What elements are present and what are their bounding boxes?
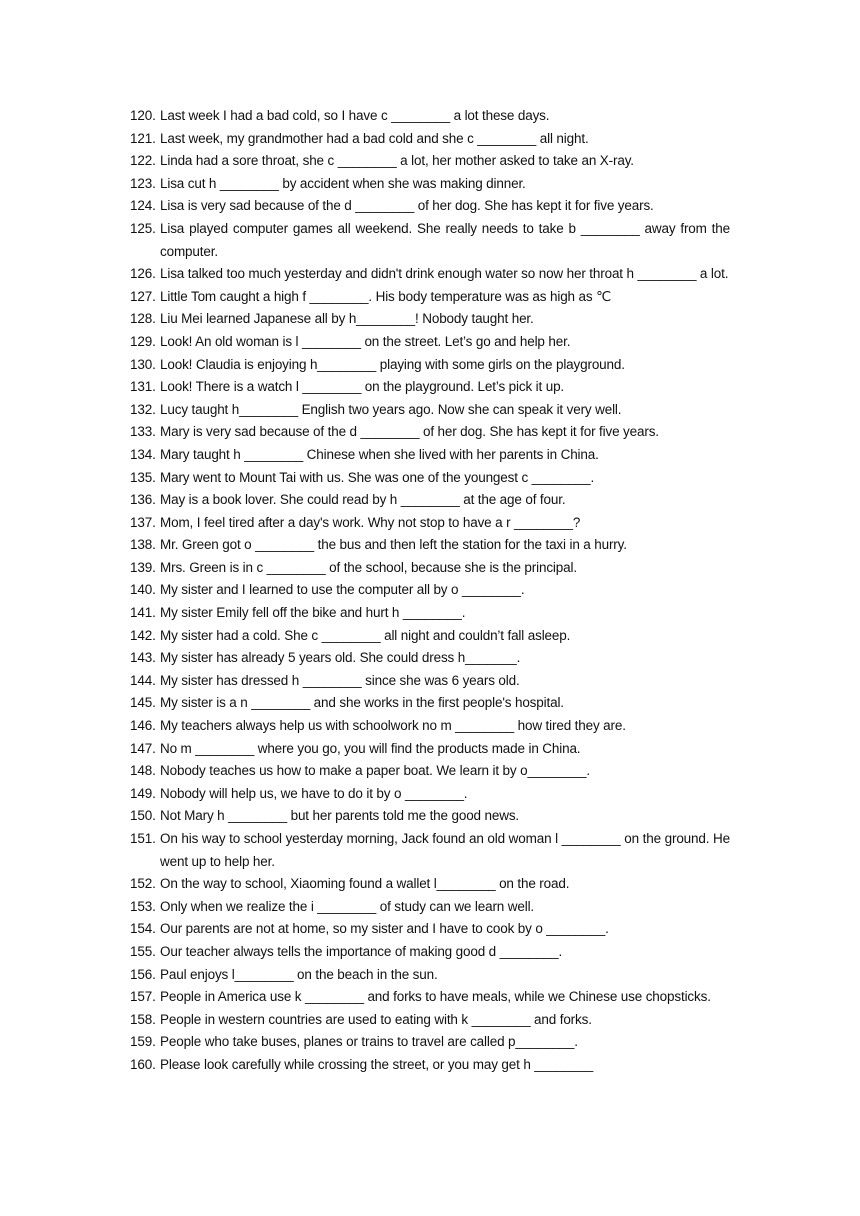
item-text: Last week, my grandmother had a bad cold and she c ________ all night. (160, 130, 589, 146)
exercise-item (130, 286, 730, 309)
exercise-list (130, 105, 730, 1077)
item-number: 125. (130, 220, 156, 236)
exercise-item (130, 105, 730, 128)
item-number: 157. (130, 989, 156, 1005)
item-text: No m ________ where you go, you will find the products made in China. (160, 740, 581, 756)
exercise-item (130, 128, 730, 151)
item-number: 124. (130, 198, 156, 214)
item-number: 152. (130, 876, 156, 892)
item-number: 140. (130, 582, 156, 598)
exercise-item (130, 715, 730, 738)
exercise-item (130, 918, 730, 941)
item-number: 149. (130, 785, 156, 801)
item-text: Lisa talked too much yesterday and didn't drink enough water so now her throat h ________ a lot. (160, 266, 729, 282)
item-text: Little Tom caught a high f ________. His body temperature was as high as ℃ (160, 288, 612, 304)
item-number: 141. (130, 605, 156, 621)
item-text: My sister is a n ________ and she works in the first people's hospital. (160, 695, 564, 711)
exercise-item (130, 150, 730, 173)
item-number: 150. (130, 808, 156, 824)
item-text: Lisa is very sad because of the d ________ of her dog. She has kept it for five years. (160, 198, 654, 214)
exercise-item (130, 421, 730, 444)
item-number: 123. (130, 175, 156, 191)
item-text: Liu Mei learned Japanese all by h________! Nobody taught her. (160, 311, 534, 327)
item-text: Nobody teaches us how to make a paper boat. We learn it by o________. (160, 763, 590, 779)
item-number: 138. (130, 537, 156, 553)
exercise-item (130, 602, 730, 625)
item-text: May is a book lover. She could read by h ________ at the age of four. (160, 492, 566, 508)
exercise-item (130, 760, 730, 783)
exercise-item (130, 692, 730, 715)
exercise-item (130, 376, 730, 399)
exercise-item (130, 557, 730, 580)
exercise-item (130, 647, 730, 670)
item-text: On his way to school yesterday morning, Jack found an old woman l ________ on the ground. He went up to help her. (160, 831, 730, 869)
item-text: My teachers always help us with schoolwork no m ________ how tired they are. (160, 718, 626, 734)
item-text: Mary went to Mount Tai with us. She was one of the youngest c ________. (160, 469, 595, 485)
item-number: 139. (130, 559, 156, 575)
item-number: 159. (130, 1034, 156, 1050)
item-number: 142. (130, 627, 156, 643)
exercise-item (130, 1009, 730, 1032)
exercise-item (130, 625, 730, 648)
item-text: My sister has dressed h ________ since she was 6 years old. (160, 672, 520, 688)
item-text: Nobody will help us, we have to do it by o ________. (160, 785, 468, 801)
exercise-item (130, 896, 730, 919)
exercise-item (130, 783, 730, 806)
exercise-item (130, 670, 730, 693)
exercise-item (130, 738, 730, 761)
item-text: My sister Emily fell off the bike and hurt h ________. (160, 605, 466, 621)
item-number: 155. (130, 943, 156, 959)
item-text: Please look carefully while crossing the street, or you may get h ________ (160, 1056, 594, 1072)
exercise-item (130, 173, 730, 196)
exercise-item (130, 1054, 730, 1077)
item-number: 147. (130, 740, 156, 756)
item-text: Mrs. Green is in c ________ of the school, because she is the principal. (160, 559, 577, 575)
item-number: 153. (130, 898, 156, 914)
item-number: 126. (130, 266, 156, 282)
item-text: People in America use k ________ and forks to have meals, while we Chinese use chopsticks. (160, 989, 711, 1005)
item-number: 156. (130, 966, 156, 982)
item-text: Lucy taught h________ English two years ago. Now she can speak it very well. (160, 401, 622, 417)
item-text: Mary taught h ________ Chinese when she lived with her parents in China. (160, 446, 599, 462)
item-number: 143. (130, 650, 156, 666)
exercise-item (130, 941, 730, 964)
item-text: Linda had a sore throat, she c ________ a lot, her mother asked to take an X-ray. (160, 153, 634, 169)
exercise-item (130, 218, 730, 263)
item-text: My sister and I learned to use the computer all by o ________. (160, 582, 525, 598)
item-number: 132. (130, 401, 156, 417)
item-text: Our parents are not at home, so my sister and I have to cook by o ________. (160, 921, 609, 937)
item-number: 128. (130, 311, 156, 327)
item-text: Mr. Green got o ________ the bus and then left the station for the taxi in a hurry. (160, 537, 627, 553)
item-number: 127. (130, 288, 156, 304)
item-text: Mary is very sad because of the d ________ of her dog. She has kept it for five years. (160, 424, 659, 440)
item-number: 146. (130, 718, 156, 734)
item-text: People who take buses, planes or trains to travel are called p________. (160, 1034, 578, 1050)
item-number: 158. (130, 1011, 156, 1027)
item-number: 121. (130, 130, 156, 146)
exercise-item (130, 331, 730, 354)
exercise-item (130, 444, 730, 467)
exercise-item (130, 964, 730, 987)
item-number: 131. (130, 379, 156, 395)
item-number: 130. (130, 356, 156, 372)
item-text: Lisa cut h ________ by accident when she was making dinner. (160, 175, 526, 191)
exercise-item (130, 308, 730, 331)
item-number: 133. (130, 424, 156, 440)
item-text: People in western countries are used to eating with k ________ and forks. (160, 1011, 592, 1027)
exercise-item (130, 579, 730, 602)
item-text: Lisa played computer games all weekend. She really needs to take b ________ away from the computer. (160, 220, 730, 259)
item-number: 160. (130, 1056, 156, 1072)
item-text: Only when we realize the i ________ of study can we learn well. (160, 898, 535, 914)
item-number: 154. (130, 921, 156, 937)
item-number: 129. (130, 333, 156, 349)
exercise-item (130, 399, 730, 422)
exercise-item (130, 873, 730, 896)
exercise-item (130, 534, 730, 557)
item-text: Mom, I feel tired after a day's work. Why not stop to have a r ________? (160, 514, 581, 530)
item-text: On the way to school, Xiaoming found a wallet l________ on the road. (160, 876, 570, 892)
item-text: My sister has already 5 years old. She could dress h_______. (160, 650, 521, 666)
item-number: 151. (130, 831, 156, 846)
exercise-item (130, 467, 730, 490)
item-text: Last week I had a bad cold, so I have c ________ a lot these days. (160, 108, 550, 123)
item-number: 144. (130, 672, 156, 688)
exercise-item (130, 828, 730, 873)
exercise-item (130, 354, 730, 377)
item-text: Look! Claudia is enjoying h________ playing with some girls on the playground. (160, 356, 625, 372)
item-number: 136. (130, 492, 156, 508)
exercise-item (130, 1031, 730, 1054)
item-text: Look! An old woman is l ________ on the street. Let’s go and help her. (160, 333, 571, 349)
item-number: 148. (130, 763, 156, 779)
item-text: Our teacher always tells the importance of making good d ________. (160, 943, 563, 959)
item-number: 134. (130, 446, 156, 462)
exercise-item (130, 986, 730, 1009)
exercise-item (130, 195, 730, 218)
item-number: 137. (130, 514, 156, 530)
item-number: 122. (130, 153, 156, 169)
item-text: Not Mary h ________ but her parents told me the good news. (160, 808, 520, 824)
exercise-item (130, 489, 730, 512)
exercise-item (130, 805, 730, 828)
item-number: 135. (130, 469, 156, 485)
item-text: My sister had a cold. She c ________ all night and couldn’t fall asleep. (160, 627, 571, 643)
item-text: Paul enjoys l________ on the beach in the sun. (160, 966, 438, 982)
item-number: 120. (130, 108, 156, 123)
exercise-item (130, 512, 730, 535)
exercise-item (130, 263, 730, 286)
item-text: Look! There is a watch l ________ on the playground. Let’s pick it up. (160, 379, 565, 395)
item-number: 145. (130, 695, 156, 711)
